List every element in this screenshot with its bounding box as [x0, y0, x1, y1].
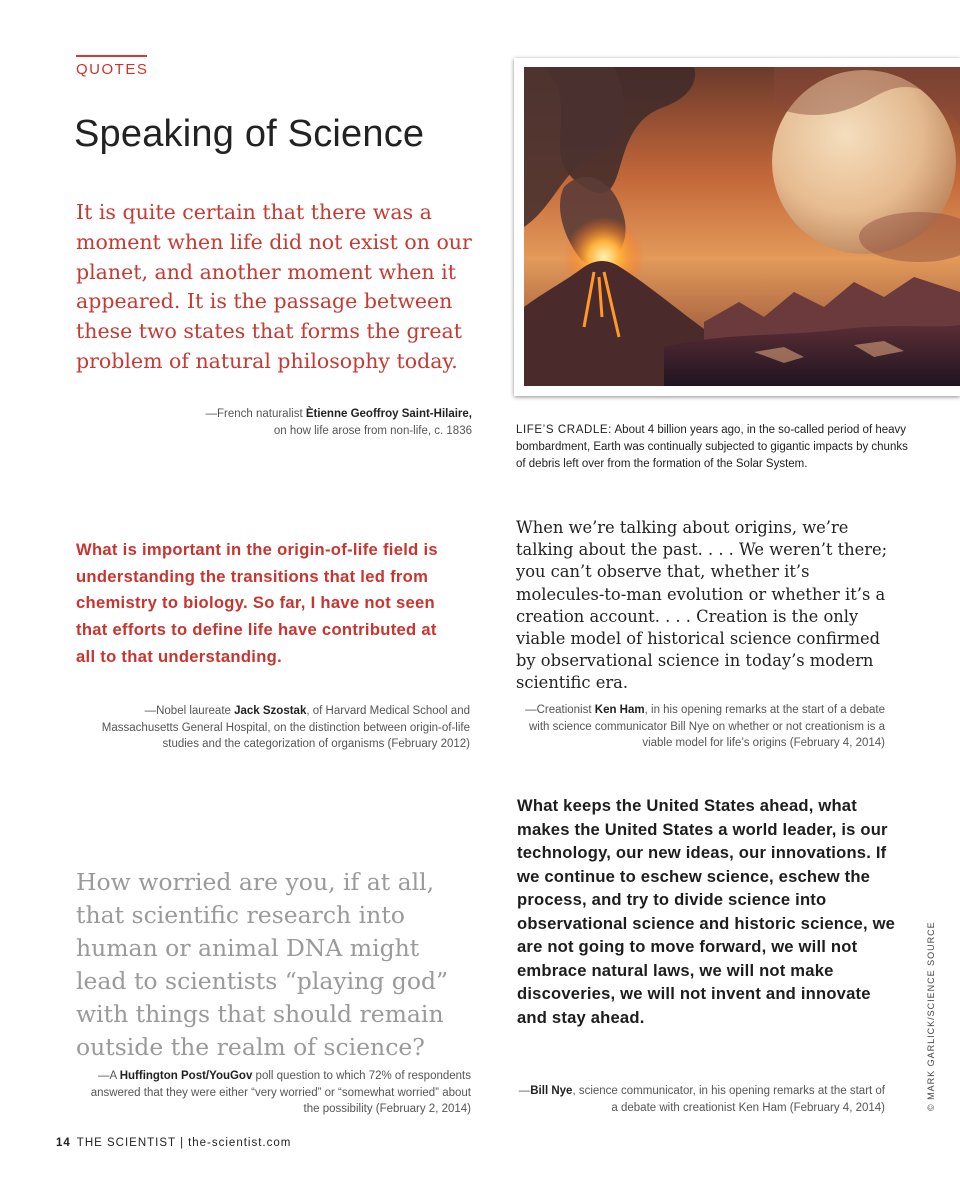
section-label: QUOTES [76, 61, 149, 78]
quote-ken-ham: When we’re talking about origins, we’re talking about the past. . . . We weren’t there; you can’t observe that, whether it’s molecules-to-man evolution or whether it’s a creation account. . . . Creation is the only viable model of historical science confirmed by observational science in today’s modern scientific era. [516, 518, 888, 693]
website-link[interactable]: the-scientist.com [188, 1137, 292, 1149]
illustration-caption [516, 422, 916, 473]
attribution-suffix: , science communicator, in his opening remarks at the start of a debate with creationist Ken Ham (February 4, 2014) [572, 1085, 885, 1114]
photo-credit: © MARK GARLICK/SCIENCE SOURCE [926, 921, 936, 1111]
page-title: Speaking of Science [74, 113, 425, 155]
attribution-prefix: —A [97, 1070, 120, 1082]
page-number: 14 [56, 1137, 71, 1149]
footer-separator: | [180, 1137, 185, 1149]
section-rule [76, 55, 147, 57]
attribution-name: Jack Szostak [234, 705, 307, 717]
quote-szostak: What is important in the origin-of-life field is understanding the transitions that led from chemistry to biology. So far, I have not seen that efforts to define life have contributed at all to that understanding. [76, 540, 438, 666]
attribution-name: Huffington Post/YouGov [119, 1070, 253, 1082]
attribution-name: Ètienne Geoffroy Saint-Hilaire, [305, 408, 472, 420]
attribution-suffix: poll question to which 72% of respondents answered that they were either “very worried” or “somewhat worried” about the possibility (February 2, 2014) [90, 1070, 471, 1115]
attribution-prefix: —French naturalist [205, 408, 306, 420]
illustration-frame [514, 58, 960, 396]
caption-lead: LIFE’S CRADLE: [516, 424, 612, 436]
quote-poll: How worried are you, if at all, that scientific research into human or animal DNA might lead to scientists “playing god” with things that should remain outside the realm of science? [76, 868, 449, 1061]
attribution-name: Ken Ham [594, 704, 645, 716]
caption-text: About 4 billion years ago, in the so-called period of heavy bombardment, Earth was continually subjected to gigantic impacts by chunks of debris left over from the formation of the Solar System. [516, 424, 908, 470]
attribution-suffix: on how life arose from non-life, c. 1836 [273, 424, 472, 437]
attribution-saint-hilaire [120, 406, 472, 439]
early-earth-illustration [524, 67, 960, 386]
page-footer [56, 1137, 291, 1149]
quote-saint-hilaire: It is quite certain that there was a moment when life did not exist on our planet, and another moment when it appeared. It is the passage between these two states that forms the great problem of natural philosophy today. [76, 200, 472, 373]
attribution-prefix: — [518, 1085, 531, 1097]
attribution-prefix: —Nobel laureate [144, 705, 235, 717]
attribution-poll [86, 1068, 471, 1118]
attribution-name: Bill Nye [530, 1085, 573, 1097]
attribution-szostak [80, 703, 470, 753]
attribution-ken-ham [512, 702, 885, 752]
quote-bill-nye: What keeps the United States ahead, what makes the United States a world leader, is our technology, our new ideas, our innovations. If we continue to eschew science, eschew the process, and try to divide science into observational science and historic science, we are not going to move forward, we will not embrace natural laws, we will not make discoveries, we will not invent and innovate and stay ahead. [517, 796, 896, 1027]
attribution-suffix: , in his opening remarks at the start of a debate with science communicator Bill Nye on whether or not creationism is a viable model for life’s origins (February 4, 2014) [528, 704, 885, 749]
attribution-bill-nye [512, 1083, 885, 1116]
attribution-suffix: , of Harvard Medical School and Massachusetts General Hospital, on the distinction between origin-of-life studies and the categorization of organisms (February 2012) [101, 705, 470, 750]
magazine-name: THE SCIENTIST [76, 1137, 177, 1149]
attribution-prefix: —Creationist [525, 704, 595, 716]
